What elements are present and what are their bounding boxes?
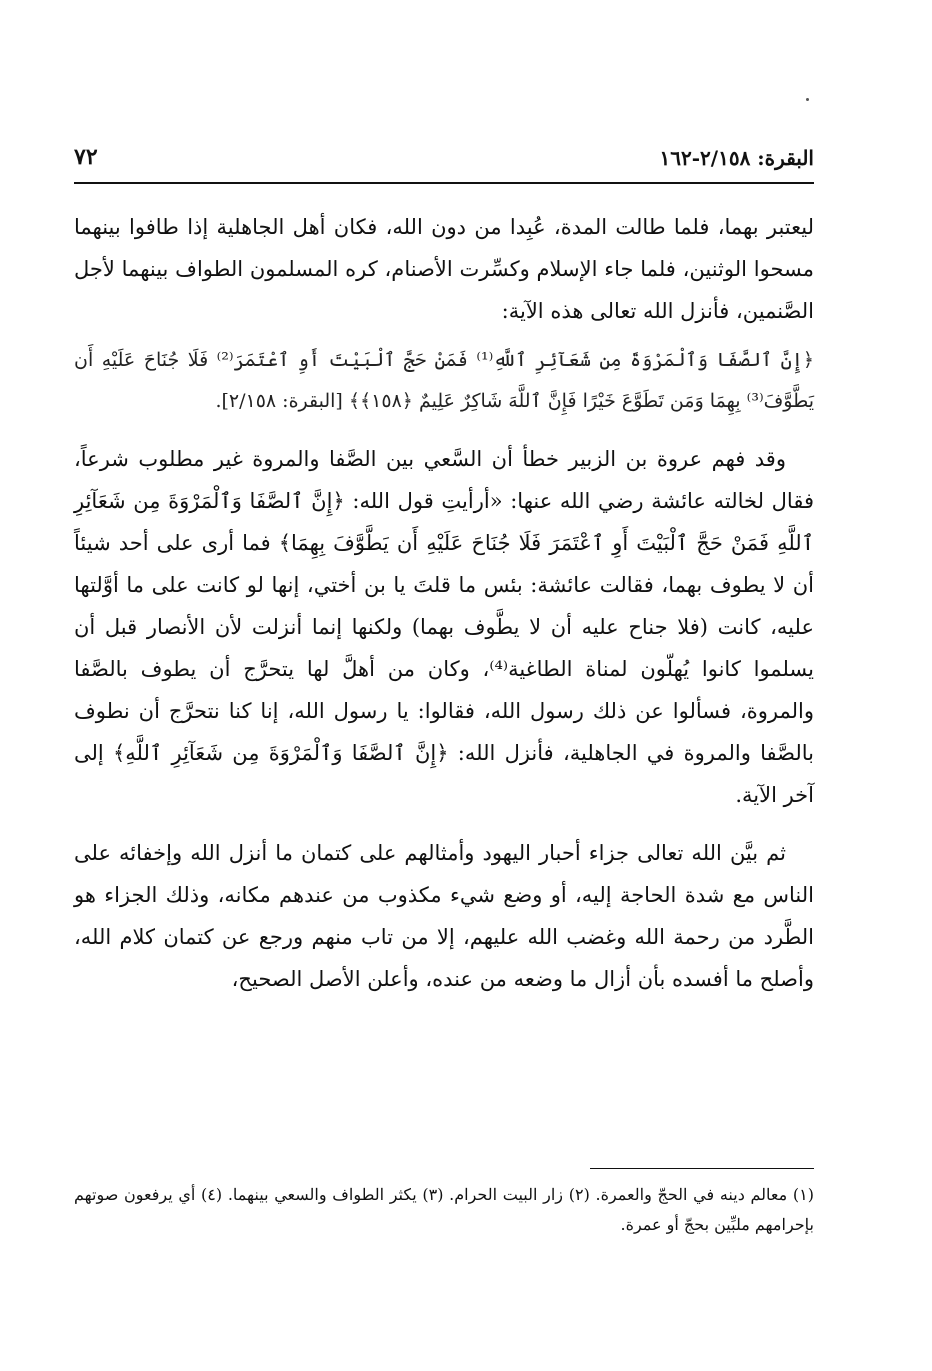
page-header: [74, 140, 814, 184]
page-number: ٧٢: [74, 144, 98, 170]
quran-verse-block: ﴿إِنَّ ٱلصَّفَا وَٱلْمَرْوَةَ مِن شَعَآئِرِ ٱللَّهِ⁽¹⁾ فَمَنْ حَجَّ ٱلْبَيْتَ أَوِ ٱعْتَمَرَ⁽²⁾ فَلَا جُنَاحَ عَلَيْهِ أَن يَطَّوَّفَ⁽³⁾ بِهِمَا وَمَن تَطَوَّعَ خَيْرًا فَإِنَّ ٱللَّهَ شَاكِرٌ عَلِيمٌ ﴿١٥٨﴾﴾ [البقرة: ٢/١٥٨].: [74, 349, 814, 412]
scan-speck: [806, 98, 809, 101]
footnote-separator: [590, 1168, 814, 1169]
paragraph-3: ثم بيَّن الله تعالى جزاء أحبار اليهود وأمثالهم على كتمان ما أنزل الله وإخفائه على الناس مع شدة الحاجة إليه، أو وضع شيء مكذوب من عندهم مكانه، وذلك الجزاء هو الطَّرد من رحمة الله وغضب الله عليهم، إلا من تاب منهم ورجع عن كتمان كلام الله، وأصلح ما أفسده بأن أزال ما وضعه من عنده، وأعلن الأصل الصحيح،: [74, 841, 814, 991]
page-body: [74, 206, 814, 1000]
paragraph-1: ليعتبر بهما، فلما طالت المدة، عُبِدا من دون الله، فكان أهل الجاهلية إذا طافوا بينهما مسحوا الوثنين، فلما جاء الإسلام وكسِّرت الأصنام، كره المسلمون الطواف بينهما لأجل الصَّنمين، فأنزل الله تعالى هذه الآية:: [74, 215, 814, 323]
running-title: البقرة: ٢/١٥٨-١٦٢: [659, 146, 814, 170]
footnotes: (١) معالم دينه في الحجّ والعمرة. (٢) زار البيت الحرام. (٣) يكثر الطواف والسعي بينهما. (٤) أي يرفعون صوتهم بإحرامهم ملبِّين بحجّ أو عمرة.: [74, 1185, 815, 1234]
paragraph-2: وقد فهم عروة بن الزبير خطأ أن السَّعي بين الصَّفا والمروة غير مطلوب شرعاً، فقال لخالته عائشة رضي الله عنها: «أرأيتِ قول الله: ﴿إِنَّ ٱلصَّفَا وَٱلْمَرْوَةَ مِن شَعَآئِرِ ٱللَّهِ فَمَنْ حَجَّ ٱلْبَيْتَ أَوِ ٱعْتَمَرَ فَلَا جُنَاحَ عَلَيْهِ أَن يَطَّوَّفَ بِهِمَا﴾ فما أرى على أحد شيئاً أن لا يطوف بهما، فقالت عائشة: بئس ما قلتَ يا بن أختي، إنها لو كانت على ما أوَّلتها عليه، كانت (فلا جناح عليه أن لا يطَّوف بهما) ولكنها إنما أنزلت لأن الأنصار قبل أن يسلموا كانوا يُهلّون لمناة الطاغية⁽⁴⁾، وكان من أهلَّ لها يتحرَّج أن يطوف بالصَّفا والمروة، فسألوا عن ذلك رسول الله، فقالوا: يا رسول الله، إنا كنا نتحرَّج أن نطوف بالصَّفا والمروة في الجاهلية، فأنزل الله: ﴿إِنَّ ٱلصَّفَا وَٱلْمَرْوَةَ مِن شَعَآئِرِ ٱللَّهِ﴾ إلى آخر الآية.: [74, 447, 814, 807]
